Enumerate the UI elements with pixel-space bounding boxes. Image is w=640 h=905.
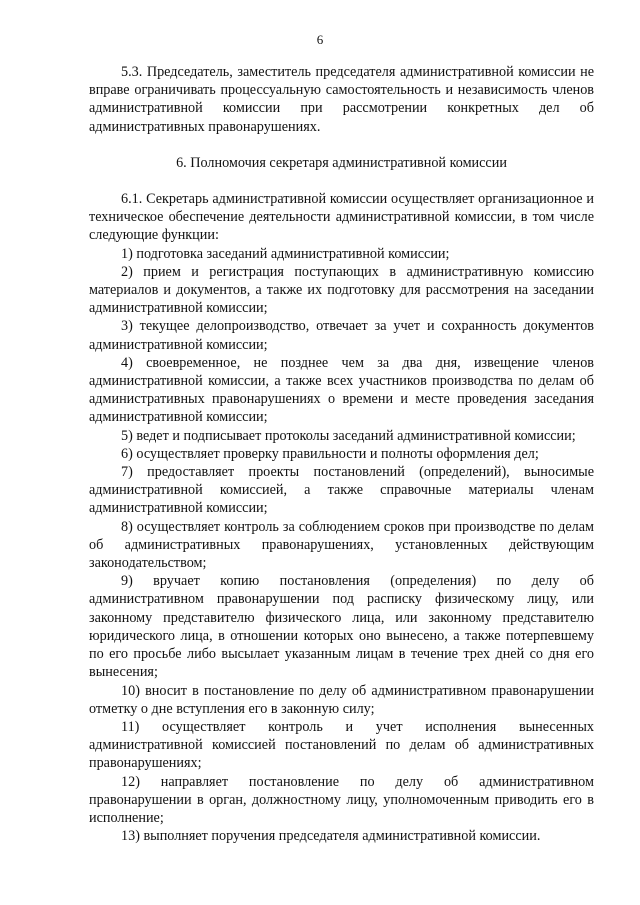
paragraph-6-1: 6.1. Секретарь административной комиссии осуществляет организационное и техническое обеспечение деятельности административной комиссии, в том числе следующие функции: <box>89 191 594 244</box>
list-item: 9) вручает копию постановления (определения) по делу об административном правонарушении под расписку физическому лицу, или законному представителю физического лица, или законному представителю юридического лица, в отношении которых оно вынесено, а также потерпевшему по его просьбе либо высылает указанным лицам в течение трех дней со дня его вынесения; <box>89 573 594 681</box>
list-item: 11) осуществляет контроль и учет исполнения вынесенных административной комиссией постановлений по делам об административных правонарушениях; <box>89 718 594 772</box>
list-item: 13) выполняет поручения председателя административной комиссии. <box>121 828 541 845</box>
page-number: 6 <box>316 32 324 47</box>
list-item: 3) текущее делопроизводство, отвечает за учет и сохранность документов административной комиссии; <box>89 318 594 353</box>
list-item: 8) осуществляет контроль за соблюдением сроков при производстве по делам об административных правонарушениях, установленных действующим законодательством; <box>89 518 594 572</box>
list-item: 5) ведет и подписывает протоколы заседаний административной комиссии; <box>121 427 576 444</box>
document-body <box>89 63 594 845</box>
spacer <box>89 172 594 190</box>
list-item: 10) вносит в постановление по делу об административном правонарушении отметку о дне вступления его в законную силу; <box>89 682 594 717</box>
list-item: 4) своевременное, не позднее чем за два дня, извещение членов административной комиссии, а также всех участников производства по делам об административных правонарушениях о времени и месте проведения заседания административной комиссии; <box>89 354 594 426</box>
list-item: 7) предоставляет проекты постановлений (определений), выносимые административной комиссией, а также справочные материалы членам административной комиссии; <box>89 464 594 517</box>
list-item: 12) направляет постановление по делу об административном правонарушении в орган, должностному лицу, уполномоченным приводить его в исполнение; <box>89 773 594 826</box>
list-item: 1) подготовка заседаний административной комиссии; <box>121 245 450 262</box>
paragraph-5-3: 5.3. Председатель, заместитель председателя административной комиссии не вправе ограничивать процессуальную самостоятельность и независимость членов административной комиссии при рассмотрении конкретных дел об административных правонарушениях. <box>89 64 594 135</box>
list-item: 2) прием и регистрация поступающих в административную комиссию материалов и документов, а также их подготовку для рассмотрения на заседании административной комиссии; <box>89 263 594 317</box>
list-item: 6) осуществляет проверку правильности и полноты оформления дел; <box>121 445 539 462</box>
section-6-heading: 6. Полномочия секретаря административной комиссии <box>176 154 507 171</box>
spacer <box>89 136 594 154</box>
